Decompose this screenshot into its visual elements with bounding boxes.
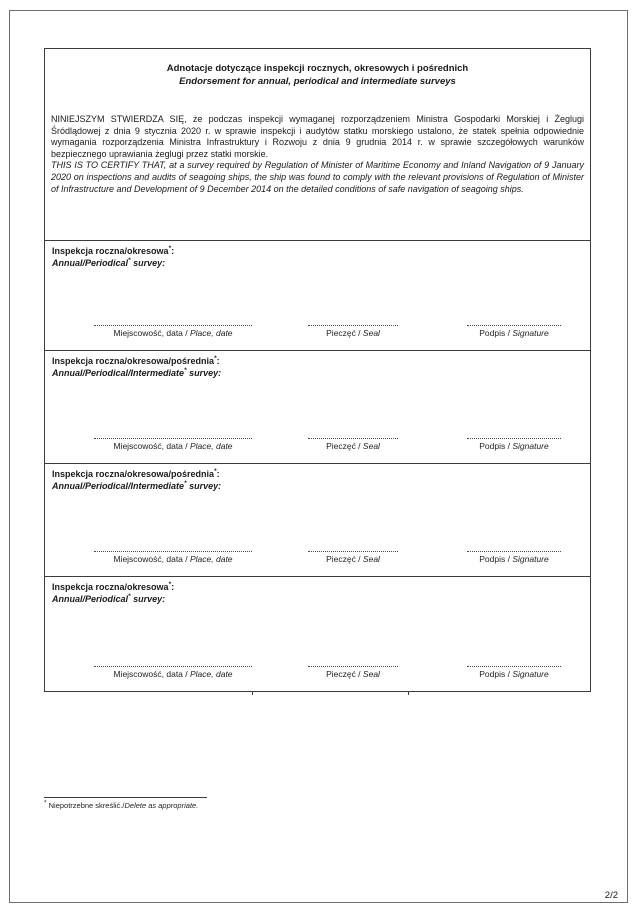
place-date-field: Miejscowość, data / Place, date bbox=[73, 438, 273, 451]
page-number: 2/2 bbox=[604, 890, 618, 901]
survey-section-4-heading-en: Annual/Periodical* survey: bbox=[52, 592, 166, 604]
table-column-tick bbox=[252, 692, 253, 695]
survey-section-1-heading-en: Annual/Periodical* survey: bbox=[52, 256, 166, 268]
signature-line bbox=[308, 551, 398, 552]
signature-field: Podpis / Signature bbox=[439, 438, 589, 451]
place-date-field: Miejscowość, data / Place, date bbox=[73, 325, 273, 338]
signature-line bbox=[308, 438, 398, 439]
place-date-field: Miejscowość, data / Place, date bbox=[73, 666, 273, 679]
seal-field: Pieczęć / Seal bbox=[278, 666, 428, 679]
footnote-text-pl: Niepotrzebne skreślić./ bbox=[46, 801, 125, 810]
survey-section-3-heading-en: Annual/Periodical/Intermediate* survey: bbox=[52, 479, 222, 491]
signature-line bbox=[467, 551, 561, 552]
form-title-en: Endorsement for annual, periodical and intermediate surveys bbox=[179, 76, 456, 87]
certification-text-en: THIS IS TO CERTIFY THAT, at a survey required by Regulation of Minister of Maritime Economy and Inland Navigation of 9 January 2020 on inspections and audits of seagoing ships, the ship was found to comply with the relevant provisions of Regulation of Minister of Infrastructure and Development of 9 December 2014 on the detailed conditions of safe navigation of seagoing ships. bbox=[51, 160, 584, 194]
footnote-text-en: Delete as appropriate. bbox=[124, 801, 199, 810]
survey-section-1-heading-pl: Inspekcja roczna/okresowa*: bbox=[52, 245, 175, 256]
signature-line bbox=[94, 325, 252, 326]
signature-line bbox=[308, 666, 398, 667]
signature-field: Podpis / Signature bbox=[439, 666, 589, 679]
table-column-tick bbox=[408, 692, 409, 695]
certification-statement bbox=[45, 114, 590, 195]
survey-section-3 bbox=[45, 463, 590, 576]
survey-section-1 bbox=[45, 240, 590, 350]
survey-section-2-heading-pl: Inspekcja roczna/okresowa/pośrednia*: bbox=[52, 355, 220, 366]
signature-line bbox=[467, 666, 561, 667]
survey-section-4 bbox=[45, 576, 590, 691]
seal-field: Pieczęć / Seal bbox=[278, 438, 428, 451]
survey-section-3-heading-pl: Inspekcja roczna/okresowa/pośrednia*: bbox=[52, 468, 220, 479]
place-date-field: Miejscowość, data / Place, date bbox=[73, 551, 273, 564]
footnote bbox=[44, 801, 198, 810]
signature-line bbox=[94, 551, 252, 552]
signature-field: Podpis / Signature bbox=[439, 325, 589, 338]
form-title-pl: Adnotacje dotyczące inspekcji rocznych, okresowych i pośrednich bbox=[166, 63, 469, 74]
survey-section-2-heading-en: Annual/Periodical/Intermediate* survey: bbox=[52, 366, 222, 378]
footnote-divider bbox=[44, 797, 207, 798]
seal-field: Pieczęć / Seal bbox=[278, 551, 428, 564]
seal-field: Pieczęć / Seal bbox=[278, 325, 428, 338]
survey-section-4-heading bbox=[45, 577, 590, 605]
survey-section-3-heading bbox=[45, 464, 590, 492]
survey-section-2 bbox=[45, 350, 590, 463]
certification-text-pl: NINIEJSZYM STWIERDZA SIĘ, że podczas inspekcji wymaganej rozporządzeniem Ministra Gospodarki Morskiej i Żeglugi Śródlądowej z dnia 9 stycznia 2020 r. w sprawie inspekcji i audytów statku morskiego ustalono, że statek spełnia odpowiednie wymagania rozporządzenia Ministra Infrastruktury i Rozwoju z dnia 9 grudnia 2014 r. w sprawie szczegółowych warunków bezpiecznego uprawiania żeglugi przez statki morskie. bbox=[51, 114, 584, 159]
signature-line bbox=[94, 666, 252, 667]
survey-section-1-heading bbox=[45, 241, 590, 269]
endorsement-form-box bbox=[44, 48, 591, 692]
signature-line bbox=[94, 438, 252, 439]
signature-line bbox=[467, 325, 561, 326]
survey-section-2-heading bbox=[45, 351, 590, 379]
form-title bbox=[45, 49, 590, 88]
signature-line bbox=[308, 325, 398, 326]
signature-line bbox=[467, 438, 561, 439]
footnote-marker: * bbox=[44, 799, 47, 807]
survey-section-4-heading-pl: Inspekcja roczna/okresowa*: bbox=[52, 581, 175, 592]
signature-field: Podpis / Signature bbox=[439, 551, 589, 564]
